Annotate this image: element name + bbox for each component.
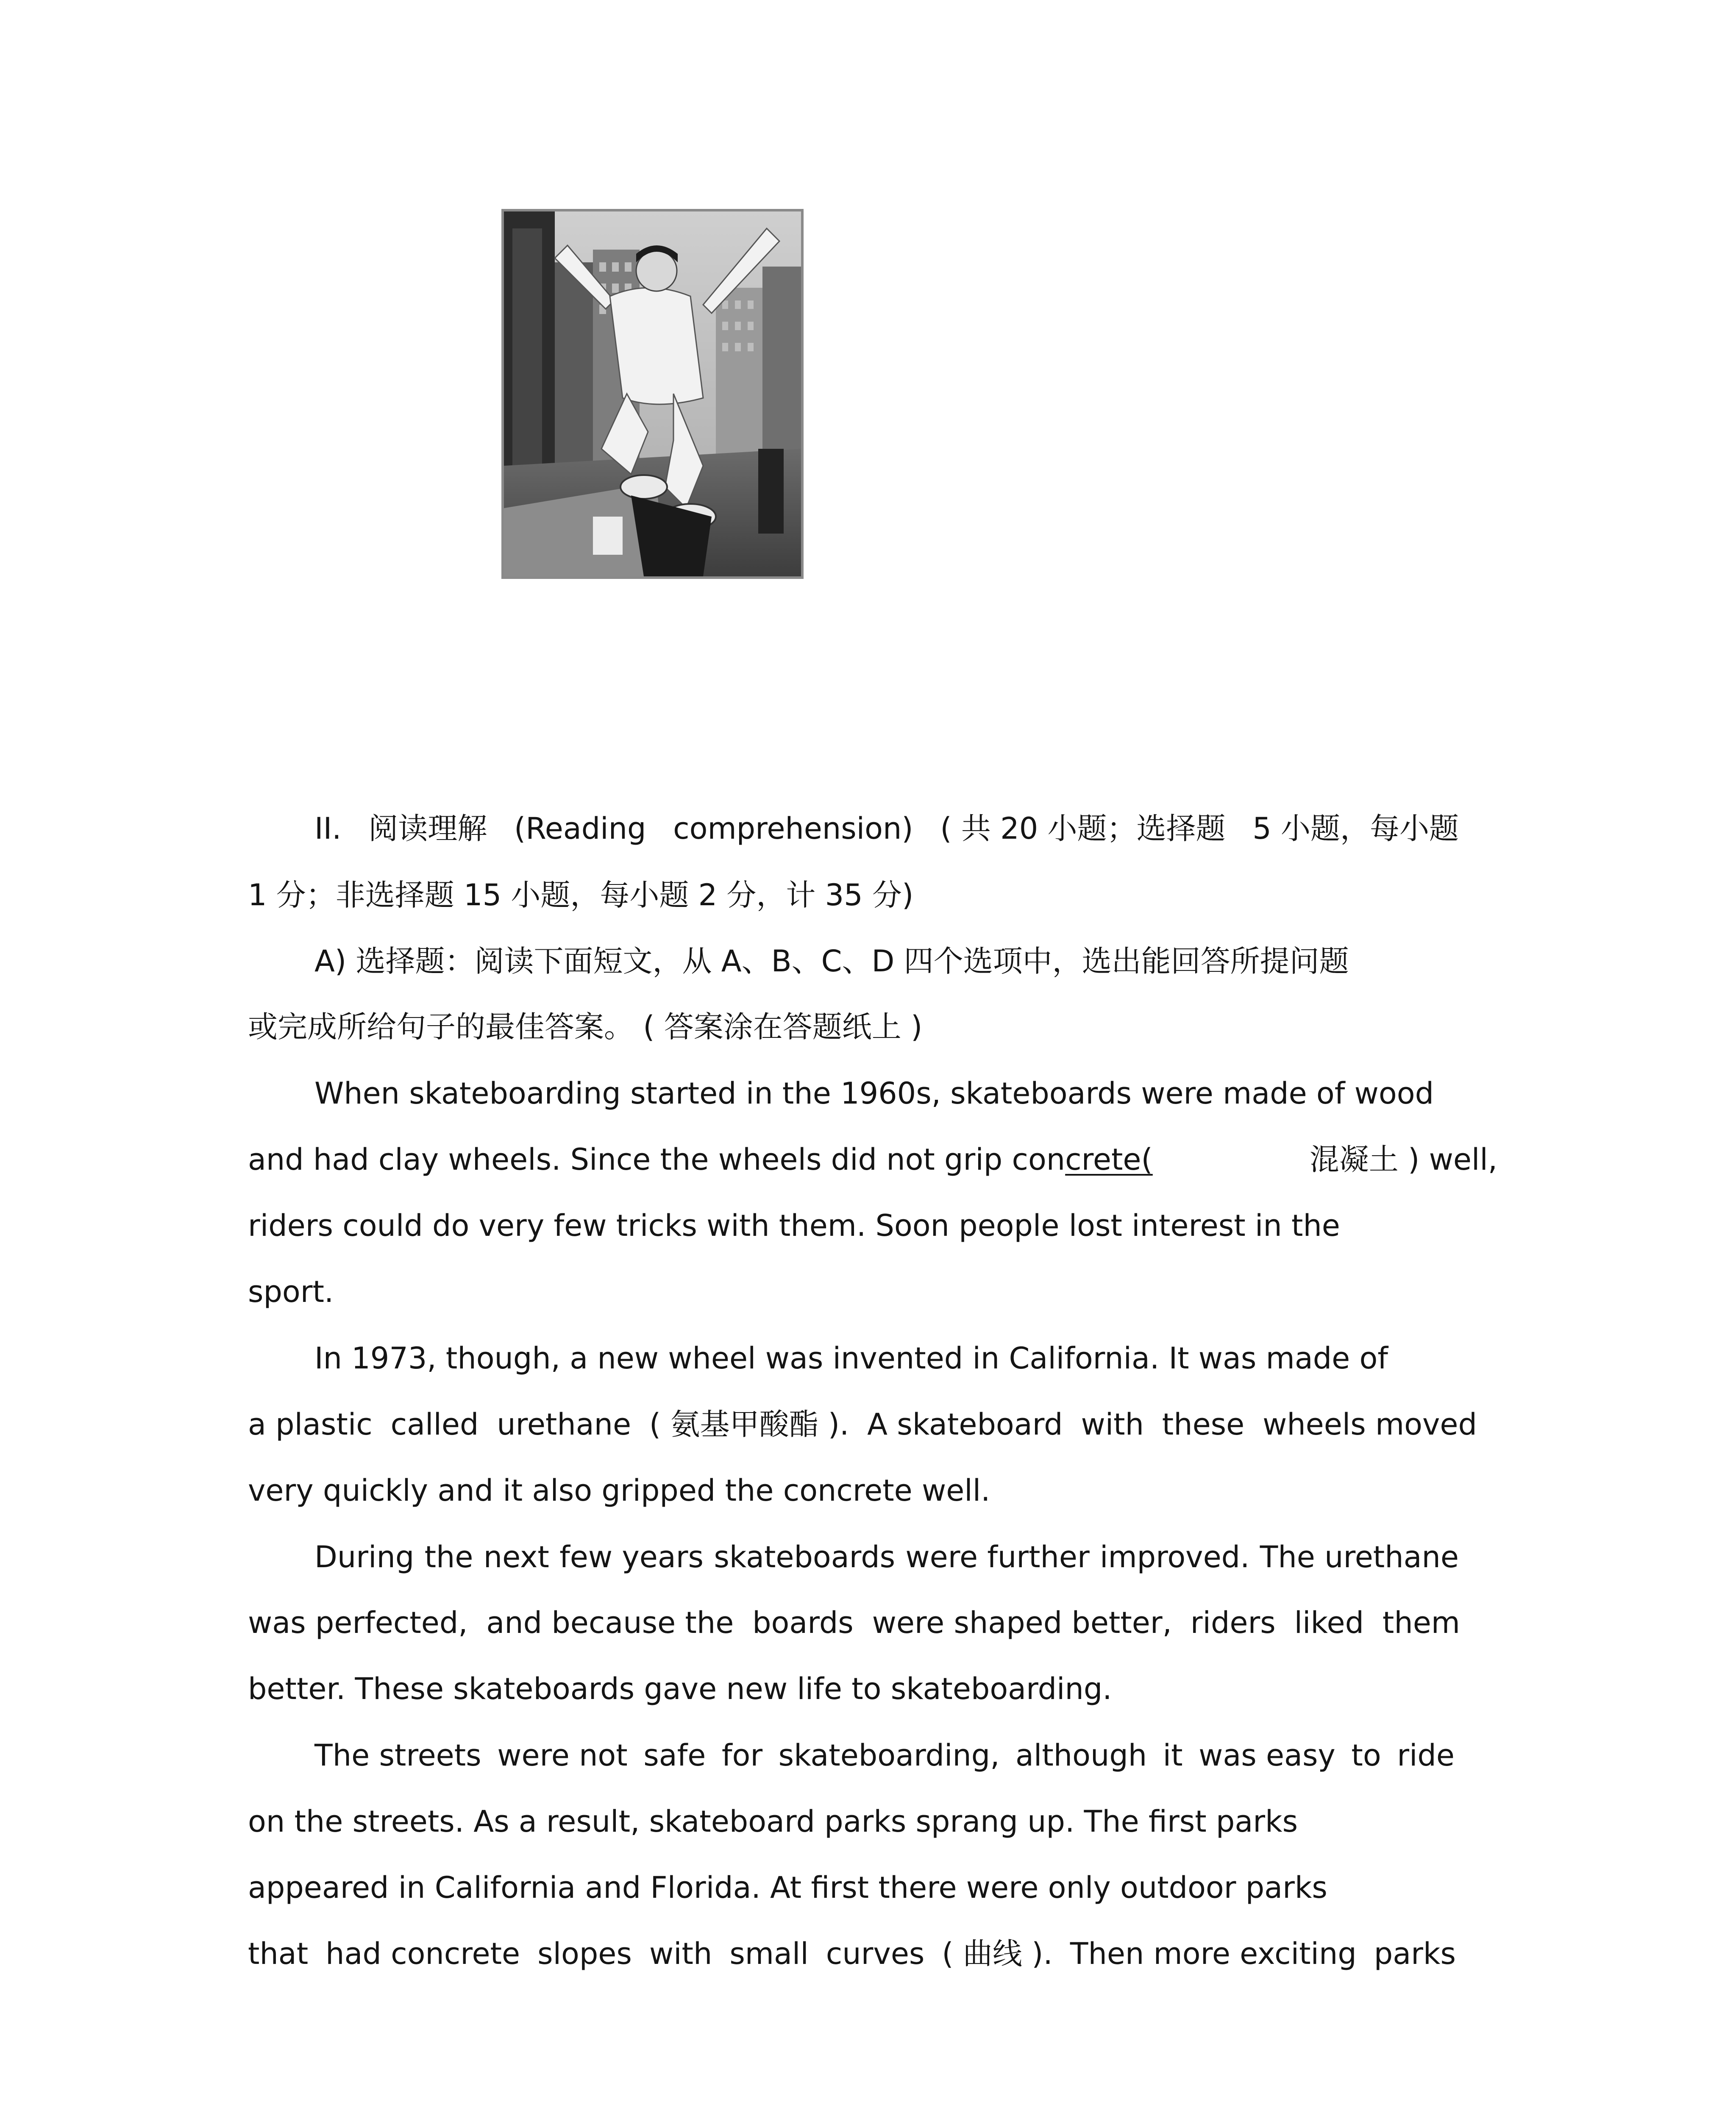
p1-line-2-text: and had clay wheels. Since the wheels did not grip con <box>248 1142 1066 1177</box>
instruction-line-2: 或完成所给句子的最佳答案。 ( 答案涂在答题纸上 ) <box>248 1009 923 1044</box>
word: A skateboard <box>867 1407 1063 1442</box>
heading-count: ( 共 20 小题；选择题 <box>940 811 1226 846</box>
word: skateboarding, <box>778 1738 1000 1773</box>
word: that <box>248 1936 309 1971</box>
word: with <box>649 1936 712 1971</box>
word: ride <box>1397 1738 1455 1773</box>
p1-line-4: sport. <box>248 1274 334 1309</box>
p2-line-1: In 1973, though, a new wheel was invented in California. It was made of <box>314 1341 1388 1376</box>
p1-line-3: riders could do very few tricks with them. Soon people lost interest in the <box>248 1208 1340 1243</box>
word: The streets <box>314 1738 481 1773</box>
word: was perfected, <box>248 1605 468 1640</box>
p3-line-2 <box>248 1602 1460 1644</box>
word: During <box>314 1540 415 1574</box>
word: these <box>1162 1407 1245 1442</box>
p2-line-2 <box>248 1403 1477 1446</box>
word: next <box>483 1540 549 1574</box>
word: them <box>1382 1605 1460 1640</box>
word: slopes <box>537 1936 632 1971</box>
word: was easy <box>1199 1738 1335 1773</box>
section-heading-line-2: 1 分；非选择题 15 小题，每小题 2 分，计 35 分) <box>248 878 914 912</box>
word: with <box>1081 1407 1144 1442</box>
word: boards <box>752 1605 854 1640</box>
word: it <box>1163 1738 1183 1773</box>
word: wheels moved <box>1263 1407 1477 1442</box>
heading-comprehension: comprehension) <box>673 811 913 846</box>
word: were shaped better, <box>872 1605 1172 1640</box>
skateboarder-photo <box>501 209 804 579</box>
word: few years <box>559 1540 704 1574</box>
word: parks <box>1374 1936 1456 1971</box>
word: safe <box>643 1738 706 1773</box>
word: were further <box>905 1540 1090 1574</box>
word: small <box>729 1936 809 1971</box>
heading-chinese-title: 阅读理解 <box>368 811 487 846</box>
heading-per-question: 5 小题，每小题 <box>1252 811 1459 846</box>
word: improved. <box>1100 1540 1250 1574</box>
p2-line-3: very quickly and it also gripped the concrete well. <box>248 1473 990 1508</box>
word: The urethane <box>1260 1540 1459 1574</box>
word: urethane <box>497 1407 632 1442</box>
word: for <box>721 1738 763 1773</box>
word: had concrete <box>326 1936 520 1971</box>
underlined-word-concrete: crete( <box>1065 1142 1153 1177</box>
section-heading-line-1 <box>314 807 1459 850</box>
word: the <box>424 1540 473 1574</box>
heading-reading: (Reading <box>514 811 646 846</box>
word: Then more exciting <box>1070 1936 1357 1971</box>
word: and because the <box>486 1605 734 1640</box>
p1-line-2 <box>248 1138 1498 1181</box>
p3-line-1 <box>314 1536 1459 1578</box>
word: called <box>390 1407 479 1442</box>
word: liked <box>1294 1605 1364 1640</box>
p3-line-3: better. These skateboards gave new life to skateboarding. <box>248 1671 1112 1706</box>
gloss-urethane: ( 氨基甲酸酯 ). <box>649 1407 849 1442</box>
heading-numeral: II. <box>314 811 342 846</box>
p4-line-1 <box>314 1734 1455 1777</box>
p4-line-2: on the streets. As a result, skateboard parks sprang up. The first parks <box>248 1804 1298 1839</box>
word: to <box>1351 1738 1381 1773</box>
word: a plastic <box>248 1407 373 1442</box>
gloss-curves: ( 曲线 ). <box>942 1936 1053 1971</box>
word: were not <box>497 1738 628 1773</box>
p1-line-1: When skateboarding started in the 1960s, skateboards were made of wood <box>314 1076 1434 1111</box>
word: skateboards <box>714 1540 896 1574</box>
p4-line-4 <box>248 1933 1456 1975</box>
word: although <box>1015 1738 1147 1773</box>
instruction-line-1: A) 选择题：阅读下面短文，从 A、B、C、D 四个选项中，选出能回答所提问题 <box>314 944 1349 979</box>
p4-line-3: appeared in California and Florida. At first there were only outdoor parks <box>248 1870 1327 1905</box>
word: curves <box>826 1936 925 1971</box>
gloss-concrete: 混凝土 ) well, <box>1309 1142 1498 1177</box>
word: riders <box>1190 1605 1276 1640</box>
